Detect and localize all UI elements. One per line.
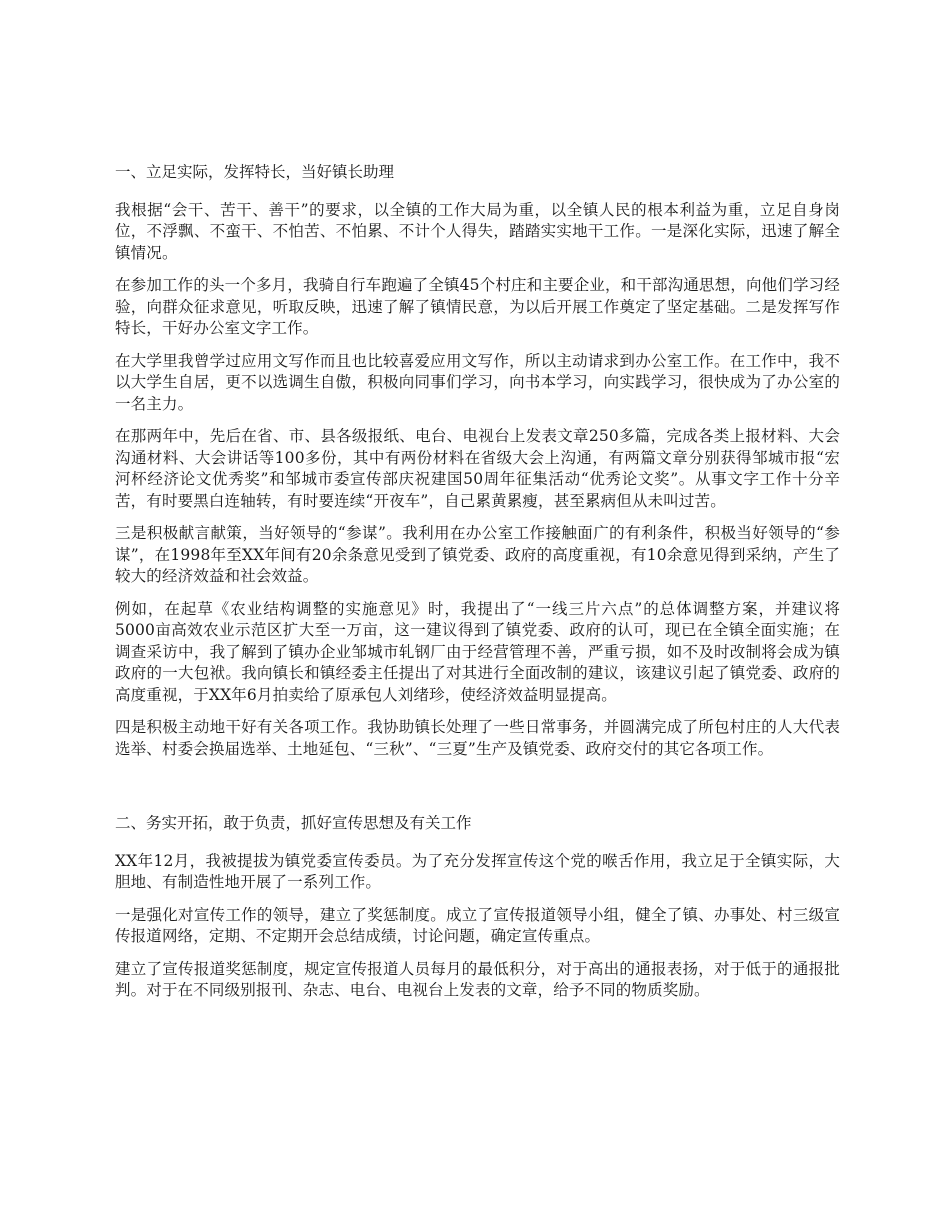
paragraph: 在大学里我曾学过应用文写作而且也比较喜爱应用文写作，所以主动请求到办公室工作。在工作中，我不以大学生自居，更不以选调生自傲，积极向同事们学习，向书本学习，向实践学习，很快成为了办公室的一名主力。 — [115, 351, 840, 413]
paragraph: 例如，在起草《农业结构调整的实施意见》时，我提出了“一线三片六点”的总体调整方案，并建议将5000亩高效农业示范区扩大至一万亩，这一建议得到了镇党委、政府的认可，现已在全镇全面实施；在调查采访中，我了解到了镇办企业邹城市轧钢厂由于经营管理不善，严重亏损，如不及时改制将会成为镇政府的一大包袱。我向镇长和镇经委主任提出了对其进行全面改制的建议，该建议引起了镇党委、政府的高度重视，于XX年6月拍卖给了原承包人刘绪珍，使经济效益明显提高。 — [115, 599, 840, 704]
paragraph: 建立了宣传报道奖惩制度，规定宣传报道人员每月的最低积分，对于高出的通报表扬，对于低于的通报批判。对于在不同级别报刊、杂志、电台、电视台上发表的文章，给予不同的物质奖励。 — [115, 959, 840, 999]
paragraph: 在参加工作的头一个多月，我骑自行车跑遍了全镇45个村庄和主要企业，和干部沟通思想，向他们学习经验，向群众征求意见，听取反映，迅速了解了镇情民意，为以后开展工作奠定了坚定基础。二是发挥写作特长，干好办公室文字工作。 — [115, 276, 840, 337]
document-body — [115, 162, 840, 1013]
paragraph: 四是积极主动地干好有关各项工作。我协助镇长处理了一些日常事务，并圆满完成了所包村庄的人大代表选举、村委会换届选举、土地延包、“三秋”、“三夏”生产及镇党委、政府交付的其它各项工作。 — [115, 718, 840, 758]
paragraph: 三是积极献言献策，当好领导的“参谋”。我利用在办公室工作接触面广的有利条件，积极当好领导的“参谋”，在1998年至XX年间有20余条意见受到了镇党委、政府的高度重视，有10余意见得到采纳，产生了较大的经济效益和社会效益。 — [115, 524, 840, 585]
paragraph: XX年12月，我被提拔为镇党委宣传委员。为了充分发挥宣传这个党的喉舌作用，我立足于全镇实际，大胆地、有制造性地开展了一系列工作。 — [115, 851, 840, 891]
section-2 — [115, 813, 840, 1002]
section-heading: 一、立足实际，发挥特长，当好镇长助理 — [115, 163, 395, 181]
section-divider-space — [115, 771, 840, 813]
paragraph: 在那两年中，先后在省、市、县各级报纸、电台、电视台上发表文章250多篇，完成各类上报材料、大会沟通材料、大会讲话等100多份，其中有两份材料在省级大会上沟通，有两篇文章分别获得邹城市报“宏河杯经济论文优秀奖”和邹城市委宣传部庆祝建国50周年征集活动“优秀论文奖”。从事文字工作十分辛苦，有时要黑白连轴转，有时要连续“开夜车”，自己累黄累瘦，甚至累病但从未叫过苦。 — [115, 427, 840, 510]
section-1 — [115, 162, 840, 760]
paragraph: 我根据“会干、苦干、善干”的要求，以全镇的工作大局为重，以全镇人民的根本利益为重，立足自身岗位，不浮飘、不蛮干、不怕苦、不怕累、不计个人得失，踏踏实实地干工作。一是深化实际，迅速了解全镇情况。 — [115, 200, 840, 262]
paragraph: 一是强化对宣传工作的领导，建立了奖惩制度。成立了宣传报道领导小组，健全了镇、办事处、村三级宣传报道网络，定期、不定期开会总结成绩，讨论问题，确定宣传重点。 — [115, 905, 840, 945]
section-heading: 二、务实开拓，敢于负责，抓好宣传思想及有关工作 — [115, 814, 472, 832]
